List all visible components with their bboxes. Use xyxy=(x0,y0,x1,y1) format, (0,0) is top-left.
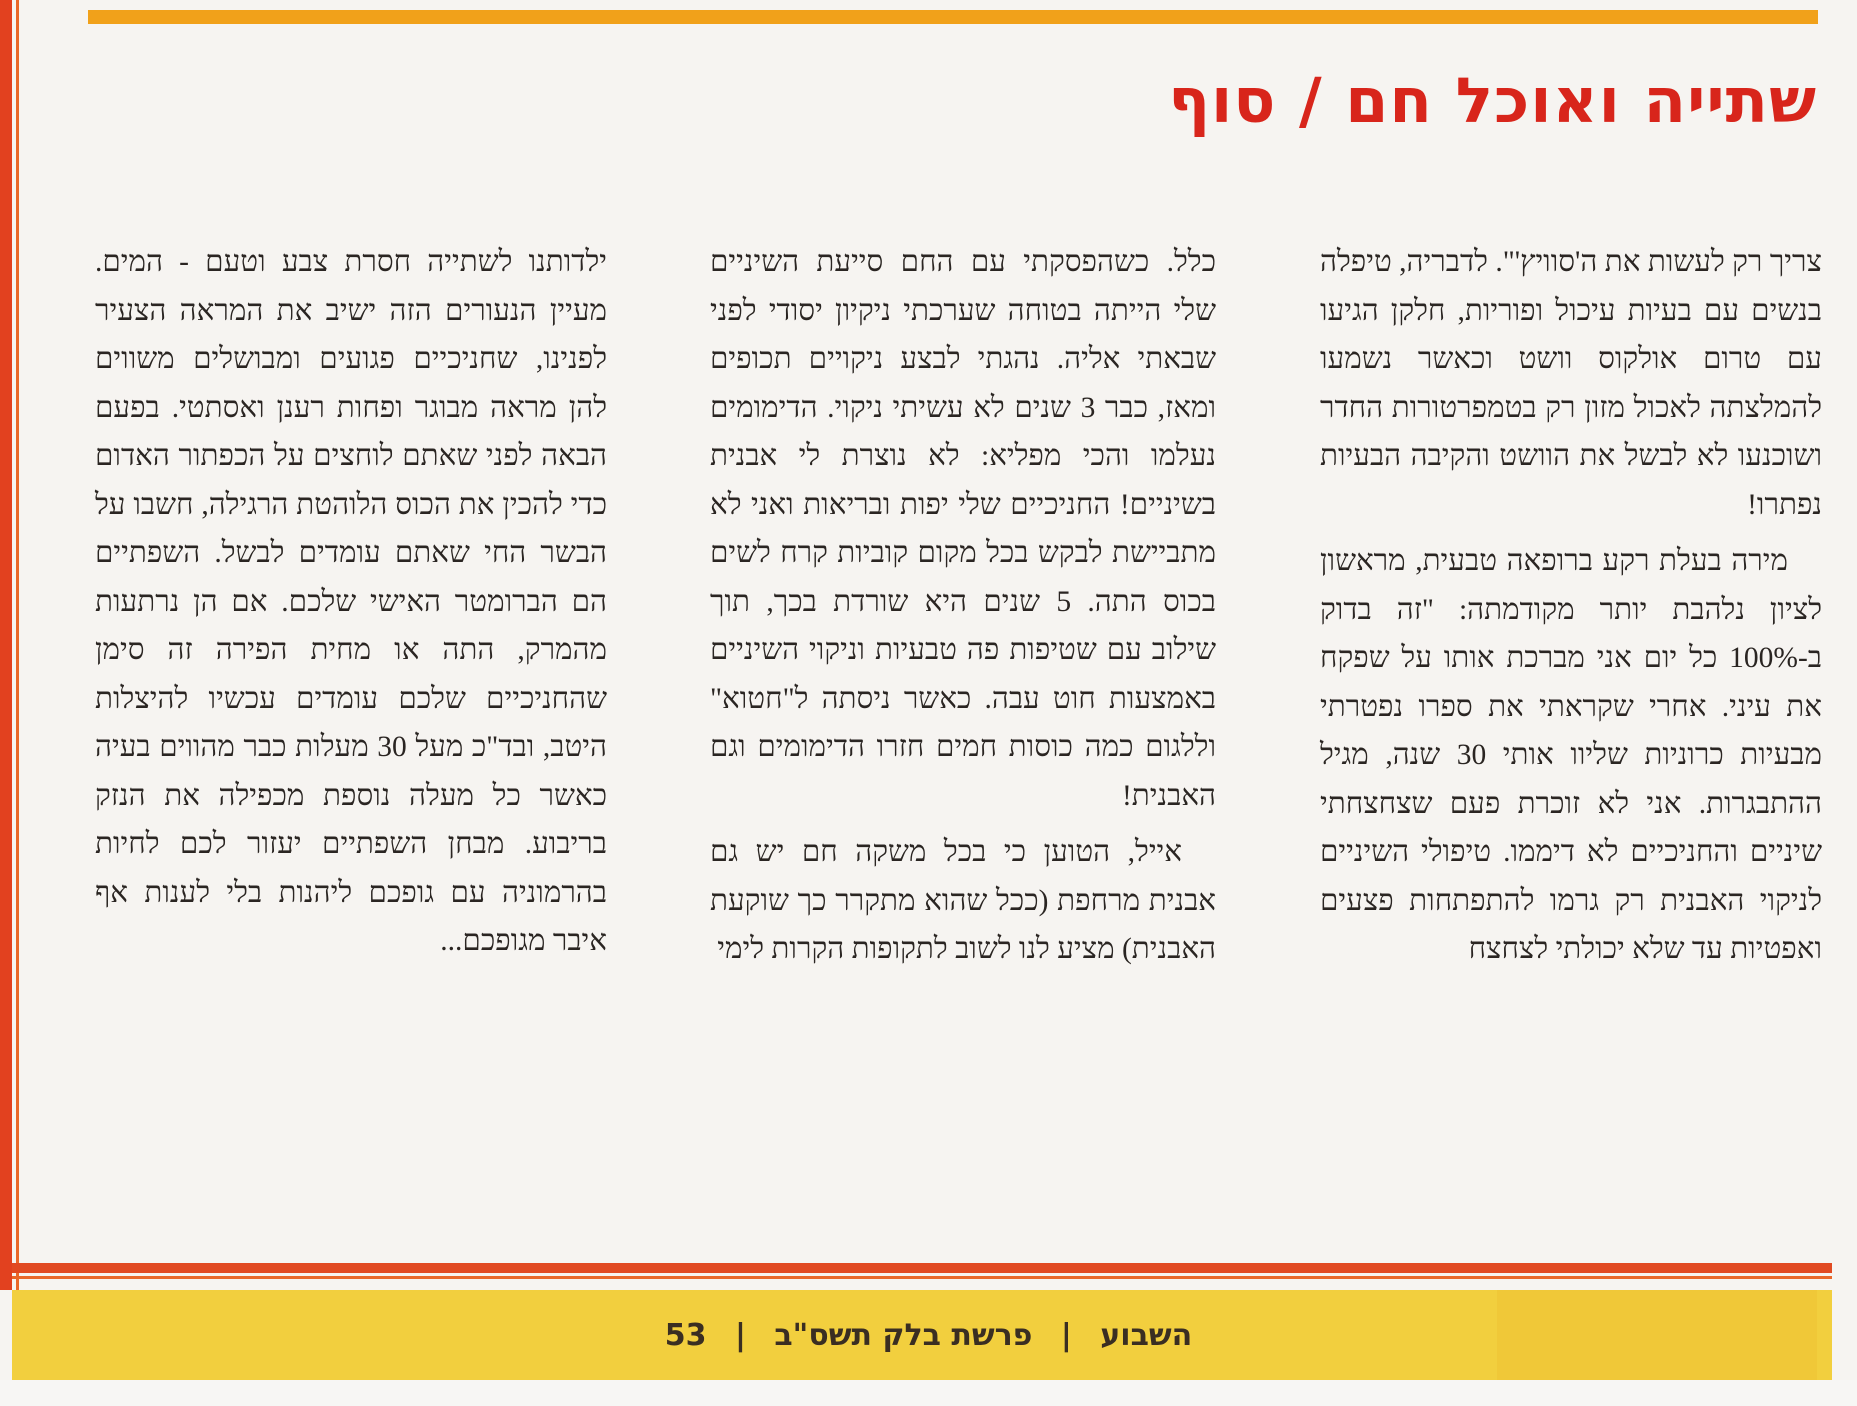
article-column-right xyxy=(1320,238,1822,974)
issue-label: פרשת בלק תשס"ב xyxy=(774,1318,1033,1353)
left-orange-border xyxy=(16,0,19,1290)
page-number: 53 xyxy=(664,1318,707,1353)
paragraph: מירה בעלת רקע ברופאה טבעית, מראשון לציון נלהבת יותר מקודמתה: "זה בדוק ב-100% כל יום אני מברכת אותו על שפקח את עיני. אחרי שקראתי את ספרו נפטרתי מבעיות כרוניות שליוו אותי 30 שנה, מגיל ההתבגרות. אני לא זוכרת פעם שצחצחתי שיניים והחניכיים לא דיממו. טיפולי השיניים לניקוי האבנית רק גרמו להתפתחות פצעים ואפטיות עד שלא יכולתי לצחצח xyxy=(1320,545,1822,965)
article-column-middle xyxy=(710,238,1216,974)
article-headline: שתייה ואוכל חם / סוף xyxy=(1168,64,1817,137)
left-red-border xyxy=(0,0,12,1290)
bottom-orange-rule xyxy=(12,1276,1832,1279)
article-column-left xyxy=(95,238,607,966)
paragraph: צריך רק לעשות את ה'סוויץ'". לדבריה, טיפלה בנשים עם בעיות עיכול ופוריות, חלקן הגיעו עם טרום אולקוס וושט וכאשר נשמעו להמלצתה לאכול מזון רק בטמפרטורות החדר ושוכנעו לא לבשל את הוושט והקיבה הבעיות נפתרו! xyxy=(1320,246,1822,521)
top-orange-rule xyxy=(88,10,1818,24)
paragraph: כלל. כשהפסקתי עם החם סייעת השיניים שלי הייתה בטוחה שערכתי ניקיון יסודי לפני שבאתי אליה. נהגתי לבצע ניקויים תכופים ומאז, כבר 3 שנים לא עשיתי ניקוי. הדימומים נעלמו והכי מפליא: לא נוצרת לי אבנית בשיניים! החניכיים שלי יפות ובריאות ואני לא מתביישת לבקש בכל מקום קוביות קרח לשים בכוס התה. 5 שנים היא שורדת בכך, תוך שילוב עם שטיפות פה טבעיות וניקוי השיניים באמצעות חוט עבה. כאשר ניסתה ל"חטוא" וללגום כמה כוסות חמים חזרו הדימומים וגם האבנית! xyxy=(710,246,1216,812)
paragraph: אייל, הטוען כי בכל משקה חם יש גם אבנית מרחפת (ככל שהוא מתקרר כך שוקעת האבנית) מציע לנו לשוב לתקופות הקרות לימי xyxy=(710,836,1216,965)
bottom-red-rule xyxy=(12,1263,1832,1273)
footer-separator: | xyxy=(734,1318,746,1353)
page-footer xyxy=(0,1318,1857,1353)
paragraph: ילדותנו לשתייה חסרת צבע וטעם - המים. מעיין הנעורים הזה ישיב את המראה הצעיר לפנינו, שחניכיים פגועים ומבושלים משווים להן מראה מבוגר ופחות רענן ואסתטי. בפעם הבאה לפני שאתם לוחצים על הכפתור האדום כדי להכין את הכוס הלוהטת הרגילה, חשבו על הבשר החי שאתם עומדים לבשל. השפתיים הם הברומטר האישי שלכם. אם הן נרתעות מהמרק, התה או מחית הפירה זה סימן שהחניכיים שלכם עומדים עכשיו להיצלות היטב, ובד"כ מעל 30 מעלות כבר מהווים בעיה כאשר כל מעלה נוספת מכפילה את הנזק בריבוע. מבחן השפתיים יעזור לכם לחיות בהרמוניה עם גופכם ליהנות בלי לענות אף איבר מגופכם... xyxy=(95,246,607,957)
page-bottom-edge xyxy=(0,1380,1857,1406)
footer-separator: | xyxy=(1060,1318,1072,1353)
publication-name: השבוע xyxy=(1100,1318,1193,1353)
